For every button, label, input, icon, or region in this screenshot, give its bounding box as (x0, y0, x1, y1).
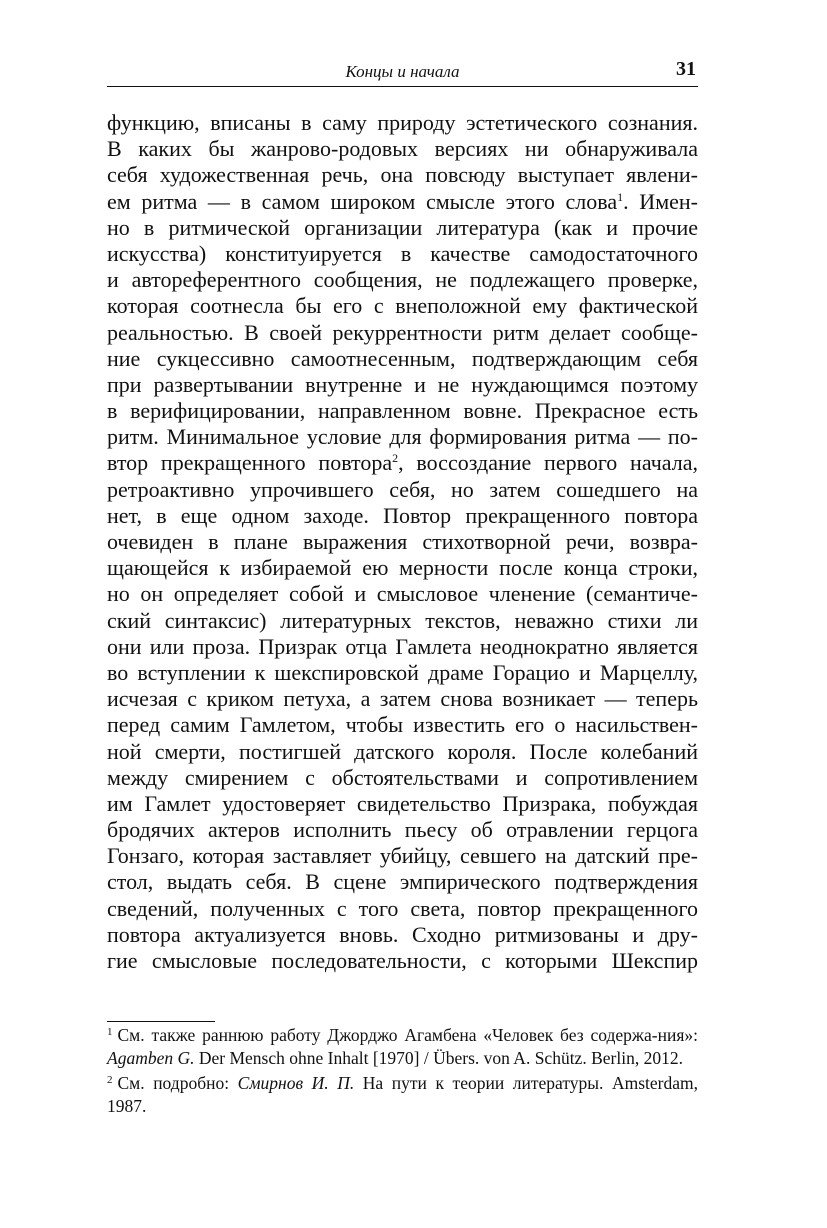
line-content (107, 162, 698, 188)
text-line (107, 477, 698, 503)
line-text: втор прекращенного повтора (107, 450, 393, 476)
line-content (107, 791, 698, 817)
footnote-citation: На пути к теории литературы. Amsterdam, 1987. (107, 1073, 698, 1116)
footnote-number: 2 (107, 1074, 113, 1086)
line-content (107, 712, 698, 738)
footnote-author: Agamben G. (107, 1048, 195, 1068)
footnote-citation: Der Mensch ohne Inhalt [1970] / Übers. von A. Schütz. Berlin, 2012. (194, 1048, 683, 1068)
line-text: очевиден в плане выражения стихотворной речи, возвра- (107, 529, 698, 554)
running-header (107, 58, 698, 87)
line-content (107, 922, 698, 948)
line-text: которая соотнесла бы его с внеположной ему фактической (107, 293, 698, 319)
line-text: перед самим Гамлетом, чтобы известить его о насильствен- (107, 712, 698, 738)
text-line (107, 215, 698, 241)
text-line (107, 765, 698, 791)
line-content (107, 267, 698, 293)
text-line (107, 869, 698, 895)
footnote-author: Смирнов И. П. (237, 1073, 355, 1093)
line-content (107, 110, 698, 136)
line-content (107, 241, 698, 267)
line-text: во вступлении к шекспировской драме Горацио и Марцеллу, (107, 659, 698, 685)
line-text: ем ритма — в самом широком смысле этого слова (107, 188, 618, 214)
line-text: повтора актуализуется вновь. Сходно ритмизованы и дру- (107, 921, 698, 947)
page-number: 31 (676, 58, 696, 80)
line-content (107, 660, 698, 686)
line-content (107, 739, 698, 765)
text-line (107, 293, 698, 319)
footnote-text: См. подробно: (117, 1073, 238, 1093)
footnote (107, 1024, 698, 1070)
line-content (107, 634, 698, 660)
body-text (107, 110, 698, 974)
line-content (107, 293, 698, 319)
line-text: нет, в еще одном заходе. Повтор прекращенного повтора (107, 502, 698, 528)
text-line (107, 450, 698, 476)
text-line (107, 555, 698, 581)
line-content (107, 346, 698, 372)
line-text: Гонзаго, которая заставляет убийцу, севшего на датский пре- (107, 843, 698, 869)
line-text: им Гамлет удостоверяет свидетельство Призрака, побуждая (107, 790, 698, 816)
footnote (107, 1072, 698, 1118)
line-text: себя художественная речь, она повсюду выступает явлени- (107, 162, 698, 188)
text-line (107, 424, 698, 450)
footnote-separator (107, 1021, 215, 1022)
line-content (107, 948, 698, 974)
text-line (107, 896, 698, 922)
text-line (107, 948, 698, 974)
line-text: ние сукцессивно самоотнесенным, подтверждающим себя (107, 345, 698, 371)
text-line (107, 162, 698, 188)
line-content (107, 581, 698, 607)
line-text: функцию, вписаны в саму природу эстетического сознания. (107, 110, 698, 135)
line-text: ритм. Минимальное условие для формирования ритма — по- (107, 424, 698, 450)
footnote-text: См. также раннюю работу Джорджо Агамбена «Человек без содержа-ния»: (117, 1025, 698, 1045)
footnotes (107, 1024, 698, 1120)
line-content (107, 136, 698, 162)
line-text: они или проза. Призрак отца Гамлета неоднократно является (107, 633, 698, 659)
text-line (107, 634, 698, 660)
text-line (107, 581, 698, 607)
text-line (107, 817, 698, 843)
line-text: гие смысловые последовательности, с которыми Шекспир (107, 948, 698, 973)
line-text: бродячих актеров исполнить пьесу об отравлении герцога (107, 817, 698, 843)
text-line (107, 136, 698, 162)
line-text: ретроактивно упрочившего себя, но затем сошедшего на (107, 476, 698, 502)
line-text: сведений, полученных с того света, повтор прекращенного (107, 895, 698, 921)
line-content (107, 529, 698, 555)
text-line (107, 398, 698, 424)
text-line (107, 739, 698, 765)
text-line (107, 660, 698, 686)
line-text: между смирением с обстоятельствами и сопротивлением (107, 764, 698, 790)
text-line (107, 712, 698, 738)
line-content (107, 608, 698, 634)
text-line (107, 503, 698, 529)
line-content (107, 843, 698, 869)
line-text: стол, выдать себя. В сцене эмпирического подтверждения (107, 869, 698, 895)
text-line (107, 346, 698, 372)
footnote-ref[interactable]: 1 (617, 189, 624, 204)
line-text-after: , воссоздание первого начала, (398, 450, 698, 476)
line-content (107, 896, 698, 922)
line-content (107, 817, 698, 843)
footnote-ref[interactable]: 2 (392, 451, 399, 466)
line-content (107, 686, 698, 712)
line-content (107, 477, 698, 503)
line-content (107, 869, 698, 895)
line-content (107, 189, 698, 215)
line-text: и автореферентного сообщения, не подлежащего проверке, (107, 267, 698, 293)
footnote-number: 1 (107, 1026, 113, 1038)
line-content (107, 215, 698, 241)
line-text: ной смерти, постигшей датского короля. После колебаний (107, 738, 698, 764)
text-line (107, 241, 698, 267)
text-line (107, 922, 698, 948)
line-text: исчезая с криком петуха, а затем снова возникает — теперь (107, 686, 698, 712)
line-content (107, 450, 698, 476)
line-text: В каких бы жанрово-родовых версиях ни обнаруживала (107, 136, 698, 162)
running-title: Концы и начала (345, 62, 460, 81)
line-text: но в ритмической организации литература (как и прочие (107, 214, 698, 240)
line-content (107, 398, 698, 424)
text-line (107, 843, 698, 869)
text-line (107, 320, 698, 346)
line-content (107, 424, 698, 450)
text-line (107, 686, 698, 712)
line-text: искусства) конституируется в качестве самодостаточного (107, 240, 698, 266)
line-text: но он определяет собой и смысловое членение (семантиче- (107, 581, 698, 607)
line-text: в верифицировании, направленном вовне. Прекрасное есть (107, 398, 698, 424)
line-text: ский синтаксис) литературных текстов, неважно стихи ли (107, 607, 698, 633)
line-text: при развертывании внутренне и не нуждающимся поэтому (107, 371, 698, 397)
text-line (107, 267, 698, 293)
line-content (107, 765, 698, 791)
line-text: реальностью. В своей рекуррентности ритм делает сообще- (107, 319, 698, 345)
line-text-after: . Имен- (623, 188, 698, 214)
text-line (107, 189, 698, 215)
line-text: щающейся к избираемой ею мерности после конца строки, (107, 555, 698, 581)
line-content (107, 372, 698, 398)
line-content (107, 320, 698, 346)
text-line (107, 110, 698, 136)
text-line (107, 608, 698, 634)
line-content (107, 555, 698, 581)
text-line (107, 372, 698, 398)
text-line (107, 791, 698, 817)
line-content (107, 503, 698, 529)
text-line (107, 529, 698, 555)
